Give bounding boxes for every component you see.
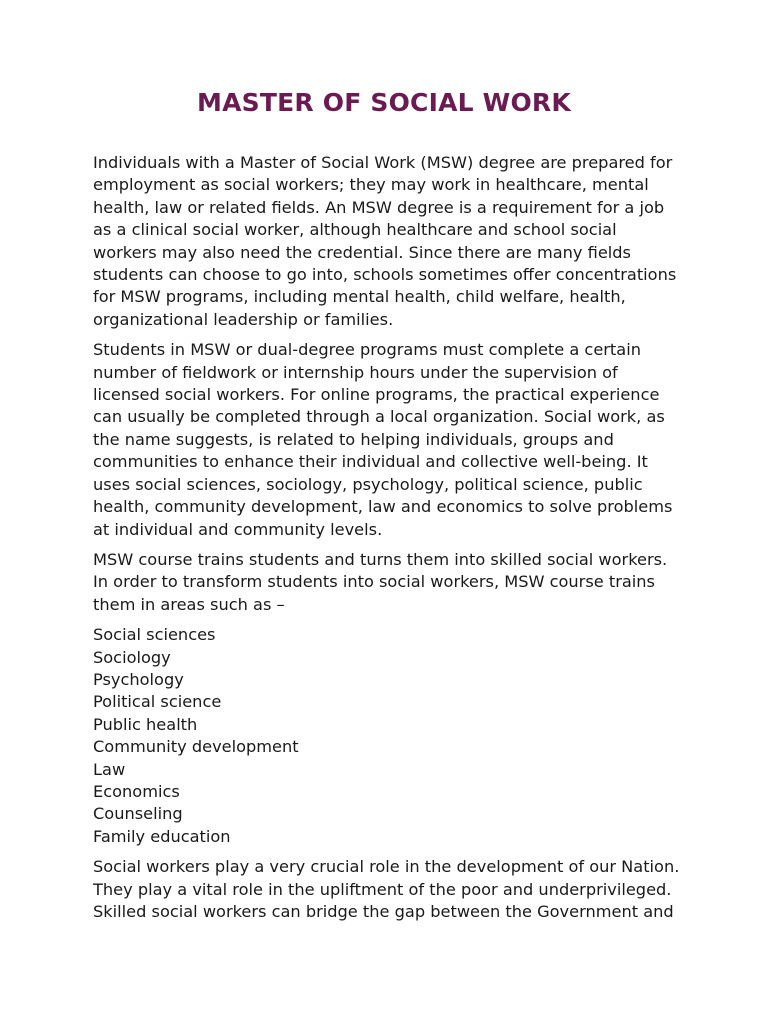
text-line: Social workers play a very crucial role in the development of our Nation. [93, 857, 680, 877]
text-line: MSW course trains students and turns them into skilled social workers. [93, 549, 668, 569]
page-title: MASTER OF SOCIAL WORK [197, 88, 571, 117]
list-item: Sociology [93, 647, 171, 667]
text-line: the name suggests, is related to helping individuals, groups and [93, 429, 614, 449]
text-line: organizational leadership or families. [93, 309, 394, 329]
paragraph-course [93, 549, 693, 616]
paragraph-role [93, 856, 693, 923]
text-line: number of fieldwork or internship hours under the supervision of [93, 362, 618, 382]
text-line: health, community development, law and economics to solve problems [93, 497, 673, 517]
text-line: employment as social workers; they may work in healthcare, mental [93, 175, 649, 195]
list-item: Family education [93, 826, 231, 846]
list-item: Psychology [93, 669, 184, 689]
areas-list [93, 624, 693, 848]
paragraph-fieldwork [93, 339, 693, 541]
list-item: Political science [93, 692, 222, 712]
text-line: Individuals with a Master of Social Work (MSW) degree are prepared for [93, 153, 673, 172]
text-line: at individual and community levels. [93, 519, 383, 539]
list-item: Law [93, 759, 126, 779]
text-line: workers may also need the credential. Since there are many fields [93, 242, 631, 262]
paragraph-intro [93, 152, 693, 331]
text-line: for MSW programs, including mental health, child welfare, health, [93, 287, 626, 307]
text-line: Skilled social workers can bridge the gap between the Government and [93, 902, 674, 921]
list-item: Public health [93, 714, 198, 734]
document-body [93, 152, 693, 931]
text-line: them in areas such as – [93, 594, 285, 614]
text-line: They play a vital role in the upliftment of the poor and underprivileged. [93, 879, 672, 899]
list-item: Counseling [93, 804, 183, 824]
text-line: Students in MSW or dual-degree programs must complete a certain [93, 340, 641, 360]
text-line: as a clinical social worker, although healthcare and school social [93, 220, 617, 240]
text-line: students can choose to go into, schools sometimes offer concentrations [93, 265, 677, 285]
text-line: can usually be completed through a local organization. Social work, as [93, 407, 665, 427]
text-line: In order to transform students into social workers, MSW course trains [93, 572, 655, 592]
text-line: licensed social workers. For online programs, the practical experience [93, 385, 660, 405]
text-line: communities to enhance their individual and collective well-being. It [93, 452, 648, 472]
text-line: uses social sciences, sociology, psychology, political science, public [93, 474, 643, 494]
text-line: health, law or related fields. An MSW degree is a requirement for a job [93, 197, 665, 217]
list-item: Economics [93, 781, 180, 801]
list-item: Community development [93, 737, 299, 757]
list-item: Social sciences [93, 625, 216, 645]
